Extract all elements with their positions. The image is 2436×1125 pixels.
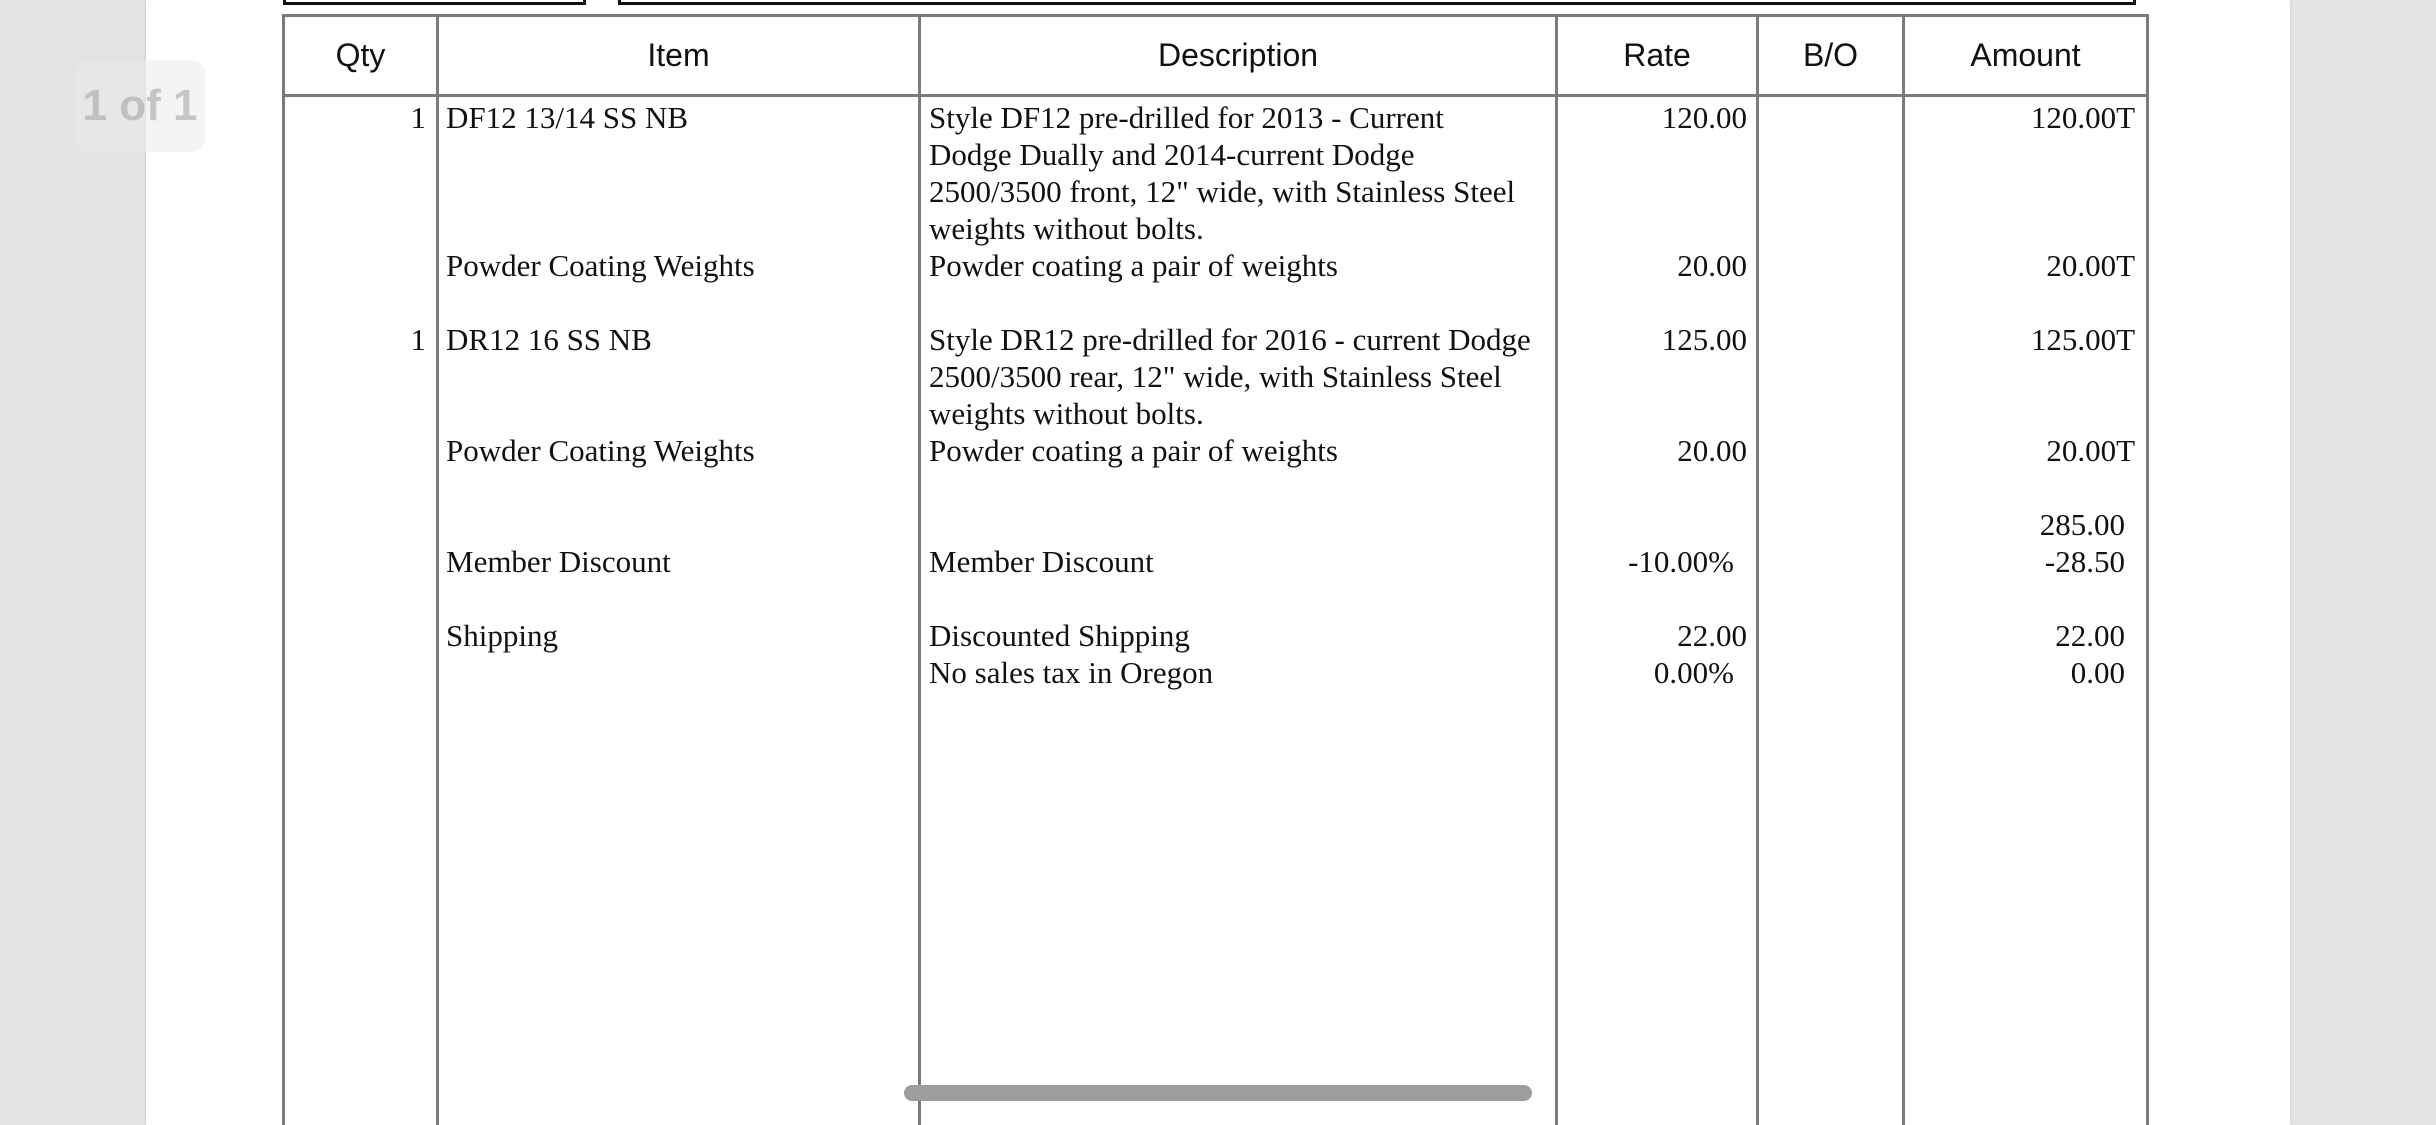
tax-rate: 0.00% (1653, 655, 1734, 690)
discount-rate: -10.00% (1628, 544, 1734, 579)
shipping-item: Shipping (446, 618, 558, 653)
shipping-amount: 22.00 (2055, 618, 2125, 653)
row3-item: DR12 16 SS NB (446, 322, 652, 357)
row4-rate: 20.00 (1677, 433, 1747, 468)
row3-description-line1: Style DR12 pre-drilled for 2016 - current Dodge (929, 322, 1531, 357)
header-rate: Rate (1557, 16, 1758, 96)
tax-amount: 0.00 (2070, 655, 2125, 690)
row4-item: Powder Coating Weights (446, 433, 755, 468)
header-box-left (283, 0, 586, 5)
table-header-row (284, 16, 2148, 96)
header-box-right (618, 0, 2136, 5)
header-item: Item (438, 16, 920, 96)
row1-amount: 120.00T (2030, 100, 2135, 135)
tax-description: No sales tax in Oregon (929, 655, 1214, 690)
row4-amount: 20.00T (2046, 433, 2135, 468)
row2-rate: 20.00 (1677, 248, 1747, 283)
horizontal-scrollbar[interactable] (904, 1085, 1532, 1101)
discount-description: Member Discount (929, 544, 1154, 579)
header-amount: Amount (1904, 16, 2148, 96)
row2-amount: 20.00T (2046, 248, 2135, 283)
discount-item: Member Discount (446, 544, 671, 579)
subtotal-amount: 285.00 (2039, 507, 2125, 542)
row3-qty: 1 (410, 322, 426, 357)
row3-description-line3: weights without bolts. (929, 396, 1204, 431)
row3-description-line2: 2500/3500 rear, 12" wide, with Stainless Steel (929, 359, 1502, 394)
qty-column (284, 96, 438, 1125)
row4-description: Powder coating a pair of weights (929, 433, 1338, 468)
row1-description-line2: Dodge Dually and 2014-current Dodge (929, 137, 1415, 172)
row1-description-line1: Style DF12 pre-drilled for 2013 - Current (929, 100, 1444, 135)
row3-rate: 125.00 (1661, 322, 1747, 357)
shipping-description: Discounted Shipping (929, 618, 1190, 653)
page-indicator: 1 of 1 (75, 60, 205, 152)
row1-description-line3: 2500/3500 front, 12" wide, with Stainless Steel (929, 174, 1516, 209)
row1-qty: 1 (410, 100, 426, 135)
row1-description-line4: weights without bolts. (929, 211, 1204, 246)
shipping-rate: 22.00 (1677, 618, 1747, 653)
row2-description: Powder coating a pair of weights (929, 248, 1338, 283)
row2-item: Powder Coating Weights (446, 248, 755, 283)
header-description: Description (920, 16, 1557, 96)
row3-amount: 125.00T (2030, 322, 2135, 357)
bo-column (1758, 96, 1904, 1125)
row1-item: DF12 13/14 SS NB (446, 100, 689, 135)
row1-rate: 120.00 (1661, 100, 1747, 135)
header-bo: B/O (1758, 16, 1904, 96)
discount-amount: -28.50 (2044, 544, 2125, 579)
header-qty: Qty (284, 16, 438, 96)
